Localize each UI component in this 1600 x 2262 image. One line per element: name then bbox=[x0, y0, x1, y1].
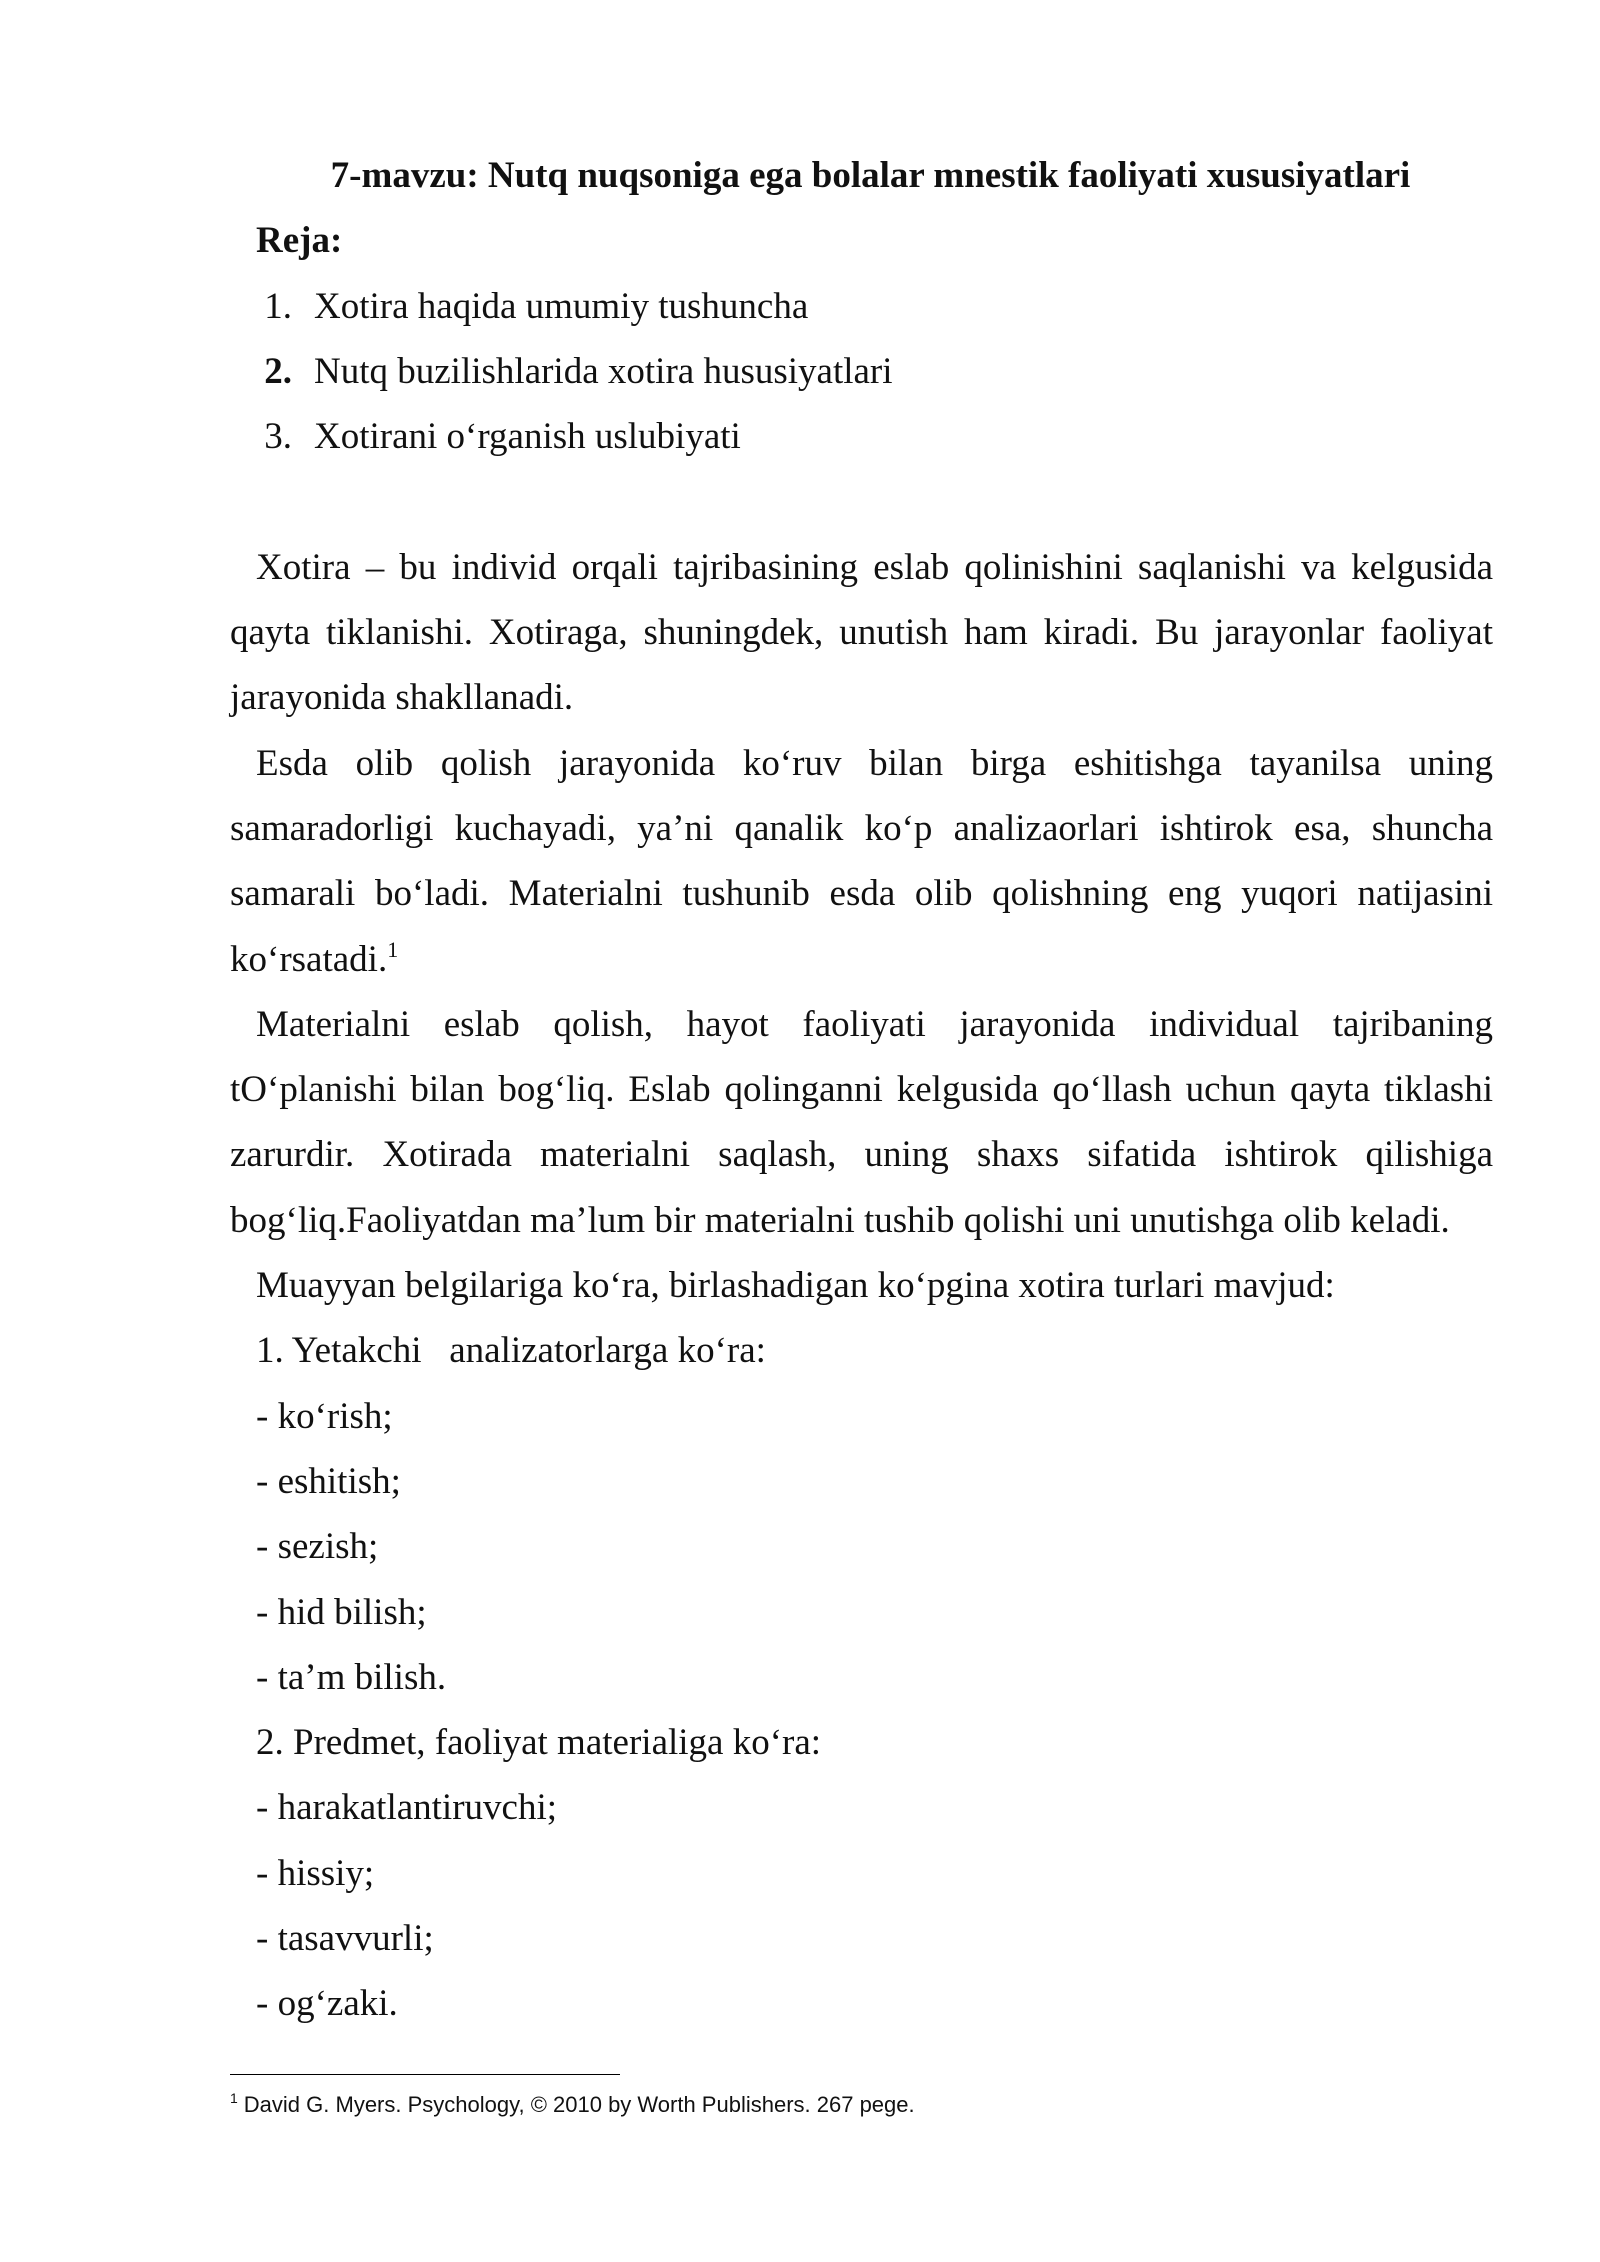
paragraph-line: jarayonida shakllanadi. bbox=[230, 677, 574, 719]
paragraph-line: tO‘planishi bilan bog‘liq. Eslab qolinganni kelgusida qo‘llash uchun qayta tiklashi bbox=[230, 1069, 1493, 1111]
plan-item-number: 1. bbox=[264, 285, 292, 327]
types-list-item: - ko‘rish; bbox=[256, 1395, 393, 1437]
types-list-item: - og‘zaki. bbox=[256, 1983, 398, 2025]
types-list-item: - hissiy; bbox=[256, 1852, 375, 1894]
plan-item bbox=[230, 339, 1493, 404]
plan-item-text: Xotirani o‘rganish uslubiyati bbox=[314, 416, 741, 458]
types-group-heading: 1. Yetakchi analizatorlarga ko‘ra: bbox=[256, 1330, 766, 1372]
paragraph-line: Materialni eslab qolish, hayot faoliyati jarayonida individual tajribaning bbox=[256, 1003, 1493, 1045]
types-intro: Muayyan belgilariga ko‘ra, birlashadigan ko‘pgina xotira turlari mavjud: bbox=[256, 1265, 1335, 1307]
paragraph-line: Esda olib qolish jarayonida ko‘ruv bilan birga eshitishga tayanilsa uning bbox=[256, 742, 1493, 784]
plan-item bbox=[230, 404, 1493, 469]
paragraph-line: Xotira – bu individ orqali tajribasining eslab qolinishini saqlanishi va kelgusida bbox=[256, 546, 1493, 588]
paragraph-line-text: ko‘rsatadi. bbox=[230, 938, 388, 980]
types-list-item: - hid bilish; bbox=[256, 1591, 427, 1633]
plan-item-text: Xotira haqida umumiy tushuncha bbox=[314, 285, 809, 327]
paragraph-line bbox=[230, 927, 1493, 992]
plan-item-text: Nutq buzilishlarida xotira hususiyatlari bbox=[314, 350, 893, 392]
paragraph-line: samarali bo‘ladi. Materialni tushunib esda olib qolishning eng yuqori natijasini bbox=[230, 873, 1493, 915]
paragraph-line: zarurdir. Xotirada materialni saqlash, uning shaxs sifatida ishtirok qilishiga bbox=[230, 1134, 1493, 1176]
types-list-item: - harakatlantiruvchi; bbox=[256, 1787, 558, 1829]
plan-item-number: 2. bbox=[264, 350, 292, 392]
types-group-heading: 2. Predmet, faoliyat materialiga ko‘ra: bbox=[256, 1722, 822, 1764]
footnote-separator bbox=[230, 2074, 620, 2075]
footnote-text: David G. Myers. Psychology, © 2010 by Worth Publishers. 267 pege. bbox=[243, 2092, 915, 2117]
page-body bbox=[230, 143, 1493, 2037]
plan-heading: Reja: bbox=[256, 220, 343, 262]
footnote bbox=[230, 2090, 915, 2120]
paragraph-line: bog‘liq.Faoliyatdan ma’lum bir materialni tushib qolishi uni unutishga olib keladi. bbox=[230, 1199, 1450, 1241]
page-title: 7-mavzu: Nutq nuqsoniga ega bolalar mnestik faoliyati xususiyatlari bbox=[330, 155, 1411, 196]
types-list-item: - ta’m bilish. bbox=[256, 1656, 447, 1698]
plan-item-number: 3. bbox=[264, 416, 292, 458]
footnote-number: 1 bbox=[230, 2090, 238, 2106]
footnote-reference: 1 bbox=[387, 936, 399, 962]
types-list-item: - tasavvurli; bbox=[256, 1918, 434, 1960]
plan-item bbox=[230, 274, 1493, 339]
types-list-item: - eshitish; bbox=[256, 1460, 401, 1502]
paragraph-line: samaradorligi kuchayadi, ya’ni qanalik ko‘p analizaorlari ishtirok esa, shuncha bbox=[230, 807, 1493, 849]
blank-line bbox=[230, 469, 1493, 534]
types-list-item: - sezish; bbox=[256, 1526, 379, 1568]
paragraph-line: qayta tiklanishi. Xotiraga, shuningdek, unutish ham kiradi. Bu jarayonlar faoliyat bbox=[230, 612, 1493, 654]
